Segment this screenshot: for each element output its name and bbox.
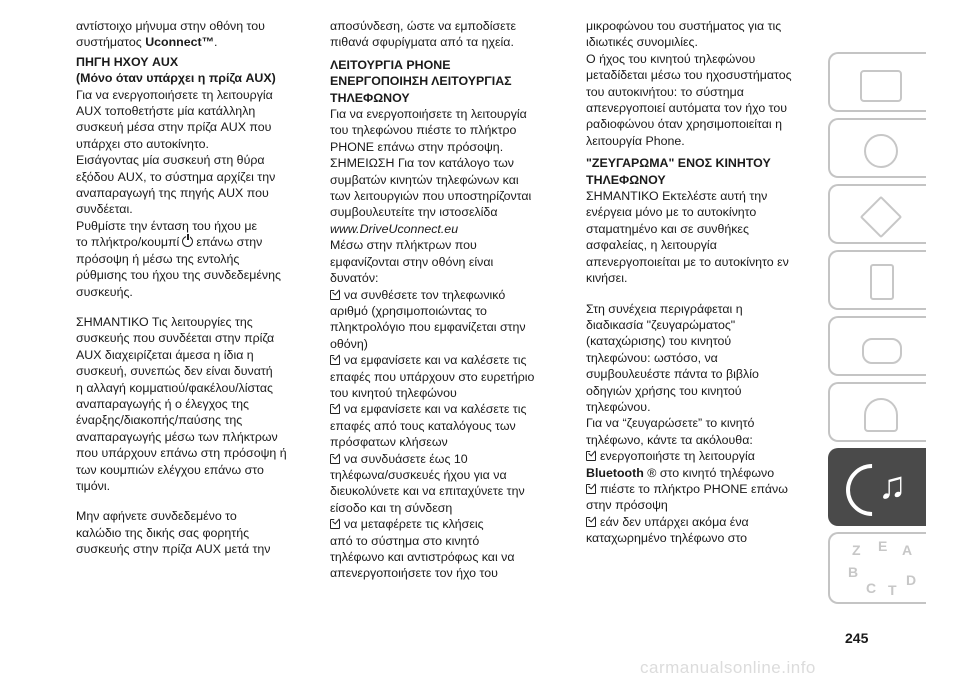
section-heading-aux: ΠΗΓΗ ΗΧΟΥ AUX (Μόνο όταν υπάρχει η πρίζα AUX) bbox=[76, 54, 276, 86]
bullet-item: να συνθέσετε τον τηλεφωνικό αριθμό (χρησιμοποιώντας το πληκτρολόγιο που εμφανίζεται στην οθόνη) bbox=[330, 287, 526, 351]
chapter-tab-safety[interactable] bbox=[828, 118, 926, 178]
checkbox-bullet-icon bbox=[330, 290, 340, 300]
warning-icon bbox=[860, 196, 902, 238]
chapter-tab-warning[interactable] bbox=[828, 184, 926, 244]
index-letter: T bbox=[888, 582, 897, 598]
chapter-tab-index[interactable] bbox=[828, 532, 926, 604]
paragraph: Μην αφήνετε συνδεδεμένο το καλώδιο της δικής σας φορητής συσκευής στην πρίζα AUX μετά την bbox=[76, 509, 271, 557]
checkbox-bullet-icon bbox=[330, 519, 340, 529]
power-knob-icon bbox=[182, 236, 193, 247]
index-letter: B bbox=[848, 564, 859, 580]
safety-icon bbox=[864, 134, 898, 168]
paragraph: Για να ενεργοποιήσετε τη λειτουργία AUX τοποθετήστε μία κατάλληλη συσκευή μέσα στην πρίζα AUX που υπάρχει στο αυτοκίνητο. Εισάγοντας μία συσκευή στη θύρα εξόδου AUX, το σύστημα αρχίζει την αναπαραγωγή της πηγής AUX που συνδέεται. Ρυθμίστε την ένταση του ήχου με bbox=[76, 87, 276, 233]
important-note: ΣΗΜΑΝΤΙΚΟ Εκτελέστε αυτή την ενέργεια μόνο με το αυτοκίνητο σταματημένο και σε συνθήκες ασφαλείας, η λειτουργία απενεργοποιείται με το αυτοκίνητο εν κινήσει. bbox=[586, 189, 789, 286]
text-column-3 bbox=[586, 18, 826, 547]
chapter-tab-emergency[interactable] bbox=[828, 316, 926, 376]
index-letter: E bbox=[878, 538, 888, 554]
paragraph: αποσύνδεση, ώστε να εμποδίσετε πιθανά σφυρίγματα από τα ηχεία. bbox=[330, 19, 517, 50]
paragraph: αντίστοιχο μήνυμα στην οθόνη του bbox=[76, 19, 265, 33]
key-icon bbox=[870, 264, 894, 300]
bullet-item: εάν δεν υπάρχει ακόμα ένα καταχωρημένο τηλέφωνο στο bbox=[586, 514, 749, 546]
chapter-tabs bbox=[828, 52, 928, 610]
paragraph: πρόσοψη ή μέσω της εντολής ρύθμισης του ήχου της συνδεδεμένης συσκευής. bbox=[76, 251, 281, 299]
index-letter: A bbox=[902, 542, 913, 558]
checkbox-bullet-icon bbox=[330, 404, 340, 414]
bullet-item: πιέστε το πλήκτρο PHONE επάνω στην πρόσοψη bbox=[586, 481, 788, 513]
bullet-item: να μεταφέρετε τις κλήσεις από το σύστημα στο κινητό τηλέφωνο και αντιστρόφως και να απενεργοποιήσετε τον ήχο του bbox=[330, 517, 515, 581]
section-heading-pairing: "ΖΕΥΓΑΡΩΜΑ" ΕΝΟΣ ΚΙΝΗΤΟΥ ΤΗΛΕΦΩΝΟΥ bbox=[586, 156, 771, 187]
bullet-item: να εμφανίσετε και να καλέσετε τις επαφές από τους καταλόγους των πρόσφατων κλήσεων bbox=[330, 402, 527, 450]
dashboard-icon bbox=[860, 70, 902, 102]
chapter-tab-dashboard[interactable] bbox=[828, 52, 926, 112]
paragraph: μικροφώνου του συστήματος για τις ιδιωτικές συνομιλίες. Ο ήχος του κινητού τηλεφώνου μεταδίδεται μέσω του ηχοσυστήματος του αυτοκινήτου: το σύστημα απενεργοποιεί αυτόματα τον ήχο του ραδιοφώνου όταν χρησιμοποιείται η λειτουργία Phone. bbox=[586, 19, 792, 148]
paragraph: Για να ενεργοποιήσετε τη λειτουργία του τηλεφώνου πιέστε το πλήκτρο PHONE επάνω στην πρόσοψη. ΣΗΜΕΙΩΣΗ Για τον κατάλογο των συμβατών κινητών τηλεφώνων και των λειτουργιών που υποστηρίζονται συμβουλευτείτε την ιστοσελίδα www.DriveUconnect.eu Μέσω στην πλήκτρων που εμφανίζονται στην οθόνη είναι δυνατόν: bbox=[330, 106, 570, 286]
text-column-2 bbox=[330, 18, 570, 582]
index-letter: Z bbox=[852, 542, 861, 558]
chapter-tab-maintenance[interactable] bbox=[828, 382, 926, 442]
paragraph: το πλήκτρο/κουμπί επάνω στην bbox=[76, 235, 263, 250]
music-note-icon: ♫ bbox=[878, 465, 907, 507]
watermark: carmanualsonline.info bbox=[640, 658, 816, 677]
bullet-item: να εμφανίσετε και να καλέσετε τις επαφές που υπάρχουν στο ευρετήριο του κινητού τηλεφώνου bbox=[330, 353, 535, 400]
important-note: ΣΗΜΑΝΤΙΚΟ Τις λειτουργίες της συσκευής που συνδέεται στην πρίζα AUX διαχειρίζεται άμεσα η ίδια η συσκευή, συνεπώς δεν είναι δυνατή η αλλαγή κομματιού/φακέλου/λίστας αναπαραγωγής ή ο έλεγχος της έναρξης/διακοπής/παύσης της αναπαραγωγής μέσω των πλήκτρων που υπάρχουν επάνω στη πρόσοψη ή των κουμπιών ελέγχου επάνω στο τιμόνι. bbox=[76, 314, 287, 493]
checkbox-bullet-icon bbox=[330, 454, 340, 464]
checkbox-bullet-icon bbox=[586, 451, 596, 461]
checkbox-bullet-icon bbox=[586, 484, 596, 494]
section-heading-phone: ΛΕΙΤΟΥΡΓΙΑ PHONE ΕΝΕΡΓΟΠΟΙΗΣΗ ΛΕΙΤΟΥΡΓΙΑΣ ΤΗΛΕΦΩΝΟΥ bbox=[330, 57, 512, 105]
chapter-tab-starting[interactable] bbox=[828, 250, 926, 310]
paragraph: Στη συνέχεια περιγράφεται η διαδικασία "ζευγαρώματος" (καταχώρισης) του κινητού τηλεφώνου: ωστόσο, να συμβουλευέστε πάντα το βιβλίο οδηγιών χρήσης του κινητού τηλεφώνου. Για να “ζευγαρώσετε” το κινητό τηλέφωνο, κάντε τα ακόλουθα: bbox=[586, 301, 759, 447]
page-number: 245 bbox=[845, 630, 869, 646]
checkbox-bullet-icon bbox=[330, 355, 340, 365]
emergency-icon bbox=[862, 338, 902, 364]
brand-name: Uconnect™ bbox=[145, 35, 215, 50]
chapter-tab-multimedia[interactable] bbox=[828, 448, 926, 526]
index-letter: D bbox=[906, 572, 917, 588]
index-letter: C bbox=[866, 580, 877, 596]
checkbox-bullet-icon bbox=[586, 517, 596, 527]
wrench-icon bbox=[864, 398, 898, 432]
website-link: www.DriveUconnect.eu bbox=[330, 221, 459, 236]
bluetooth-label: Bluetooth bbox=[586, 465, 644, 480]
paragraph: συστήματος Uconnect™. bbox=[76, 35, 218, 50]
bullet-item: να συνδυάσετε έως 10 τηλέφωνα/συσκευές ήχου για να διευκολύνετε και να επιταχύνετε την είσοδο και τη σύνδεση bbox=[330, 451, 525, 515]
text-column-1 bbox=[76, 18, 316, 558]
bullet-item: ενεργοποιήστε τη λειτουργία Bluetooth ® στο κινητό τηλέφωνο bbox=[586, 449, 775, 480]
